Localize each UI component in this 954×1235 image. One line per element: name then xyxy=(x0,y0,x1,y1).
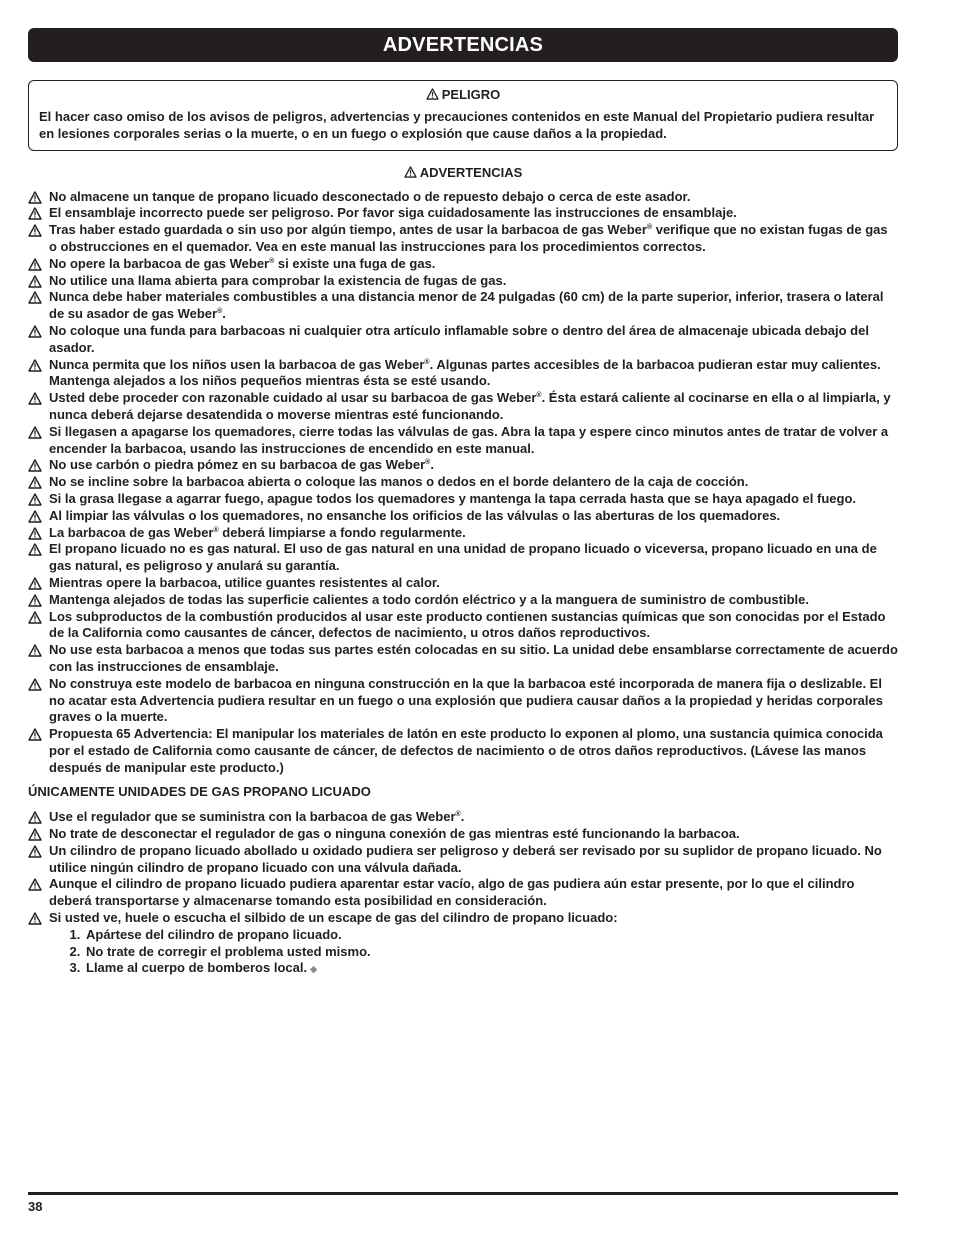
warnings-heading-text: ADVERTENCIAS xyxy=(419,164,523,180)
warning-triangle-icon xyxy=(28,577,42,590)
warning-item xyxy=(28,289,898,323)
warning-triangle-icon xyxy=(28,828,42,841)
warning-item xyxy=(28,876,898,910)
warning-text: Si usted ve, huele o escucha el silbido de un escape de gas del cilindro de propano licuado: xyxy=(49,910,618,926)
registered-mark: ® xyxy=(213,526,219,534)
warning-text-continued: verifique que no existan fugas de gas o obstrucciones en el quemador. Vea en este manual las instrucciones para los procedimientos correctos. xyxy=(49,222,888,254)
warning-text: Use el regulador que se suministra con la barbacoa de gas Weber xyxy=(49,809,456,825)
warning-text: No coloque una funda para barbacoas ni cualquier otra artículo inflamable sobre o dentro del área de almacenaje ubicada debajo del asador. xyxy=(49,322,869,355)
section-title-bar xyxy=(28,28,898,62)
registered-mark: ® xyxy=(425,459,431,467)
warning-triangle-icon xyxy=(28,291,42,304)
warning-item xyxy=(28,843,898,877)
warning-item xyxy=(28,323,898,357)
registered-mark: ® xyxy=(217,308,223,316)
warning-text: No utilice una llama abierta para comprobar la existencia de fugas de gas. xyxy=(49,272,507,288)
warning-triangle-icon xyxy=(28,611,42,624)
step-item: 2. No trate de corregir el problema usted mismo. xyxy=(84,944,898,961)
warning-item xyxy=(28,273,898,290)
warning-triangle-icon xyxy=(28,392,42,405)
warning-text-continued: si existe una fuga de gas. xyxy=(274,255,436,271)
warning-triangle-icon xyxy=(28,224,42,237)
registered-mark: ® xyxy=(536,392,542,400)
warning-text: El ensamblaje incorrecto puede ser peligroso. Por favor siga cuidadosamente las instrucciones de ensamblaje. xyxy=(49,205,737,221)
lp-section-heading: ÚNICAMENTE UNIDADES DE GAS PROPANO LICUADO xyxy=(28,784,371,800)
warning-text: Si llegasen a apagarse los quemadores, cierre todas las válvulas de gas. Abra la tapa y espere cinco minutos antes de tratar de volver a encender la barbacoa, usando las instrucciones de encendido en este manual. xyxy=(49,423,889,456)
warning-item xyxy=(28,525,898,542)
warning-item xyxy=(28,642,898,676)
warning-triangle-icon xyxy=(28,912,42,925)
warning-triangle-icon xyxy=(28,728,42,741)
warning-item xyxy=(28,592,898,609)
page-title: ADVERTENCIAS xyxy=(382,33,544,56)
warning-item xyxy=(28,189,898,206)
warning-triangle-icon xyxy=(404,166,417,178)
warning-triangle-icon xyxy=(28,359,42,372)
registered-mark: ® xyxy=(269,257,275,265)
warning-text: Mantenga alejados de todas las superficie calientes a todo cordón eléctrico y a la manguera de suministro de combustible. xyxy=(49,591,809,607)
warning-text: No construya este modelo de barbacoa en ninguna construcción en la que la barbacoa esté incorporada de manera fija o deslizable. El no acatar esta Advertencia pudiera resultar en un fuego o una explosión que pudiera causar daños a la propiedad y heridas corporales graves o la muerte. xyxy=(49,675,883,725)
warning-text: El propano licuado no es gas natural. El uso de gas natural en una unidad de propano licuado o viceversa, propano licuado en una de gas natural, es peligroso y anulará su garantía. xyxy=(49,541,877,574)
warning-text: No opere la barbacoa de gas Weber xyxy=(49,255,270,271)
warning-item xyxy=(28,256,898,273)
warning-text: Nunca permita que los niños usen la barbacoa de gas Weber xyxy=(49,356,425,372)
warning-triangle-icon xyxy=(28,811,42,824)
warning-text-continued: . Algunas partes accesibles de la barbacoa pudieran estar muy calientes. Mantenga alejados a los niños pequeños mientras ésta se esté usando. xyxy=(49,356,881,389)
warning-item xyxy=(28,390,898,424)
warning-triangle-icon xyxy=(28,878,42,891)
warning-item xyxy=(28,457,898,474)
warning-triangle-icon xyxy=(28,678,42,691)
warning-text: La barbacoa de gas Weber xyxy=(49,524,214,540)
registered-mark: ® xyxy=(646,224,653,232)
warning-text: No use esta barbacoa a menos que todas sus partes estén colocadas en su sitio. La unidad debe ensamblarse correctamente de acuerdo con las instrucciones de ensamblaje. xyxy=(49,642,898,674)
warning-triangle-icon xyxy=(28,644,42,657)
warning-text: Al limpiar las válvulas o los quemadores, no ensanche los orificios de las válvulas o las aberturas de los quemadores. xyxy=(49,507,781,523)
warning-item xyxy=(28,508,898,525)
step-item: 1. Apártese del cilindro de propano licuado. xyxy=(84,927,898,944)
warning-triangle-icon xyxy=(28,476,42,489)
warning-text: Un cilindro de propano licuado abollado u oxidado pudiera ser peligroso y deberá ser revisado por su suplidor de propano licuado. No utilice ningún cilindro de propano licuado con una válvula dañada. xyxy=(49,842,882,875)
warning-item xyxy=(28,826,898,843)
gas-leak-steps xyxy=(28,927,898,978)
warning-item xyxy=(28,205,898,222)
warning-item xyxy=(28,910,898,927)
danger-text: El hacer caso omiso de los avisos de peligros, advertencias y precauciones contenidos en este Manual del Propietario pudiera resultar en lesiones corporales serias o la muerte, o en un fuego o explosión que cause daños a la propiedad. xyxy=(39,109,875,141)
warning-item xyxy=(28,575,898,592)
warning-triangle-icon xyxy=(28,258,42,271)
warning-triangle-icon xyxy=(28,493,42,506)
page-number: 38 xyxy=(28,1199,43,1214)
warning-text: Nunca debe haber materiales combustibles a una distancia menor de 24 pulgadas (60 cm) de la parte superior, inferior, trasera o lateral de su asador de gas Weber xyxy=(49,289,884,322)
warning-item xyxy=(28,609,898,643)
warning-text: No trate de desconectar el regulador de gas o ninguna conexión de gas mientras esté funcionando la barbacoa. xyxy=(49,826,740,842)
warning-triangle-icon xyxy=(28,459,42,472)
warning-text: No use carbón o piedra pómez en su barbacoa de gas Weber xyxy=(49,457,426,473)
warning-text-continued: deberá limpiarse a fondo regularmente. xyxy=(218,524,466,540)
warning-triangle-icon xyxy=(28,510,42,523)
danger-box xyxy=(28,80,898,151)
warnings-heading xyxy=(28,165,898,181)
page-content xyxy=(28,28,898,978)
warning-triangle-icon xyxy=(28,426,42,439)
warning-triangle-icon xyxy=(28,275,42,288)
warning-item xyxy=(28,491,898,508)
warning-item xyxy=(28,474,898,491)
danger-heading xyxy=(39,87,887,103)
warning-text: No almacene un tanque de propano licuado desconectado o de repuesto debajo o cerca de este asador. xyxy=(49,188,691,204)
warning-text-continued: . xyxy=(430,457,434,473)
warning-item xyxy=(28,726,898,776)
warning-triangle-icon xyxy=(28,325,42,338)
warning-text-continued: . xyxy=(460,809,465,825)
warning-text: Tras haber estado guardada o sin uso por algún tiempo, antes de usar la barbacoa de gas Weber xyxy=(49,222,647,238)
warning-item xyxy=(28,541,898,575)
warning-triangle-icon xyxy=(28,543,42,556)
warning-text: Si la grasa llegase a agarrar fuego, apague todos los quemadores y mantenga la tapa cerrada hasta que se haya apagado el fuego. xyxy=(49,490,857,506)
warning-text: No se incline sobre la barbacoa abierta o coloque las manos o dedos en el borde delantero de la caja de cocción. xyxy=(49,474,749,490)
warning-text-continued: . xyxy=(222,306,226,322)
warning-text: Usted debe proceder con razonable cuidado al usar su barbacoa de gas Weber xyxy=(49,390,537,406)
footer-rule xyxy=(28,1192,898,1195)
warning-text: Los subproductos de la combustión producidos al usar este producto contienen sustancias químicas que son conocidas por el Estado de la California como causantes de cáncer, defectos de nacimiento, u otros daños reproductivos. xyxy=(49,608,886,641)
warning-item xyxy=(28,357,898,391)
step-item: 3. Llame al cuerpo de bomberos local. ◆ xyxy=(84,960,898,978)
warning-text: Propuesta 65 Advertencia: El manipular los materiales de latón en este producto lo exponen al plomo, una sustancia quimica conocida por el estado de California como causante de cáncer, de defectos de nacimiento o de otros daños reproductivos. (Lávese las manos después de manipular este producto.) xyxy=(49,726,883,775)
danger-heading-text: PELIGRO xyxy=(441,87,501,102)
warning-item xyxy=(28,222,898,256)
warning-triangle-icon xyxy=(28,845,42,858)
warning-item xyxy=(28,809,898,826)
lp-warnings-list xyxy=(28,809,898,927)
warning-text-continued: . Ésta estará caliente al cocinarse en ella o al limpiarla, y nunca deberá dejarse desatendida o moverse mientras esté funcionando. xyxy=(49,390,891,422)
warning-triangle-icon xyxy=(426,88,439,100)
registered-mark: ® xyxy=(424,358,430,366)
end-of-section-mark: ◆ xyxy=(310,964,317,975)
warning-text: Mientras opere la barbacoa, utilice guantes resistentes al calor. xyxy=(49,574,440,590)
warning-item xyxy=(28,676,898,726)
warnings-list xyxy=(28,189,898,777)
warning-item xyxy=(28,424,898,458)
warning-triangle-icon xyxy=(28,527,42,540)
warning-triangle-icon xyxy=(28,594,42,607)
registered-mark: ® xyxy=(455,811,461,819)
warning-triangle-icon xyxy=(28,207,42,220)
warning-text: Aunque el cilindro de propano licuado pudiera aparentar estar vacío, algo de gas pudiera aún estar presente, por lo que el cilindro deberá transportarse y almacenarse tomando esta posibilidad en consideración. xyxy=(49,876,855,909)
warning-triangle-icon xyxy=(28,191,42,204)
